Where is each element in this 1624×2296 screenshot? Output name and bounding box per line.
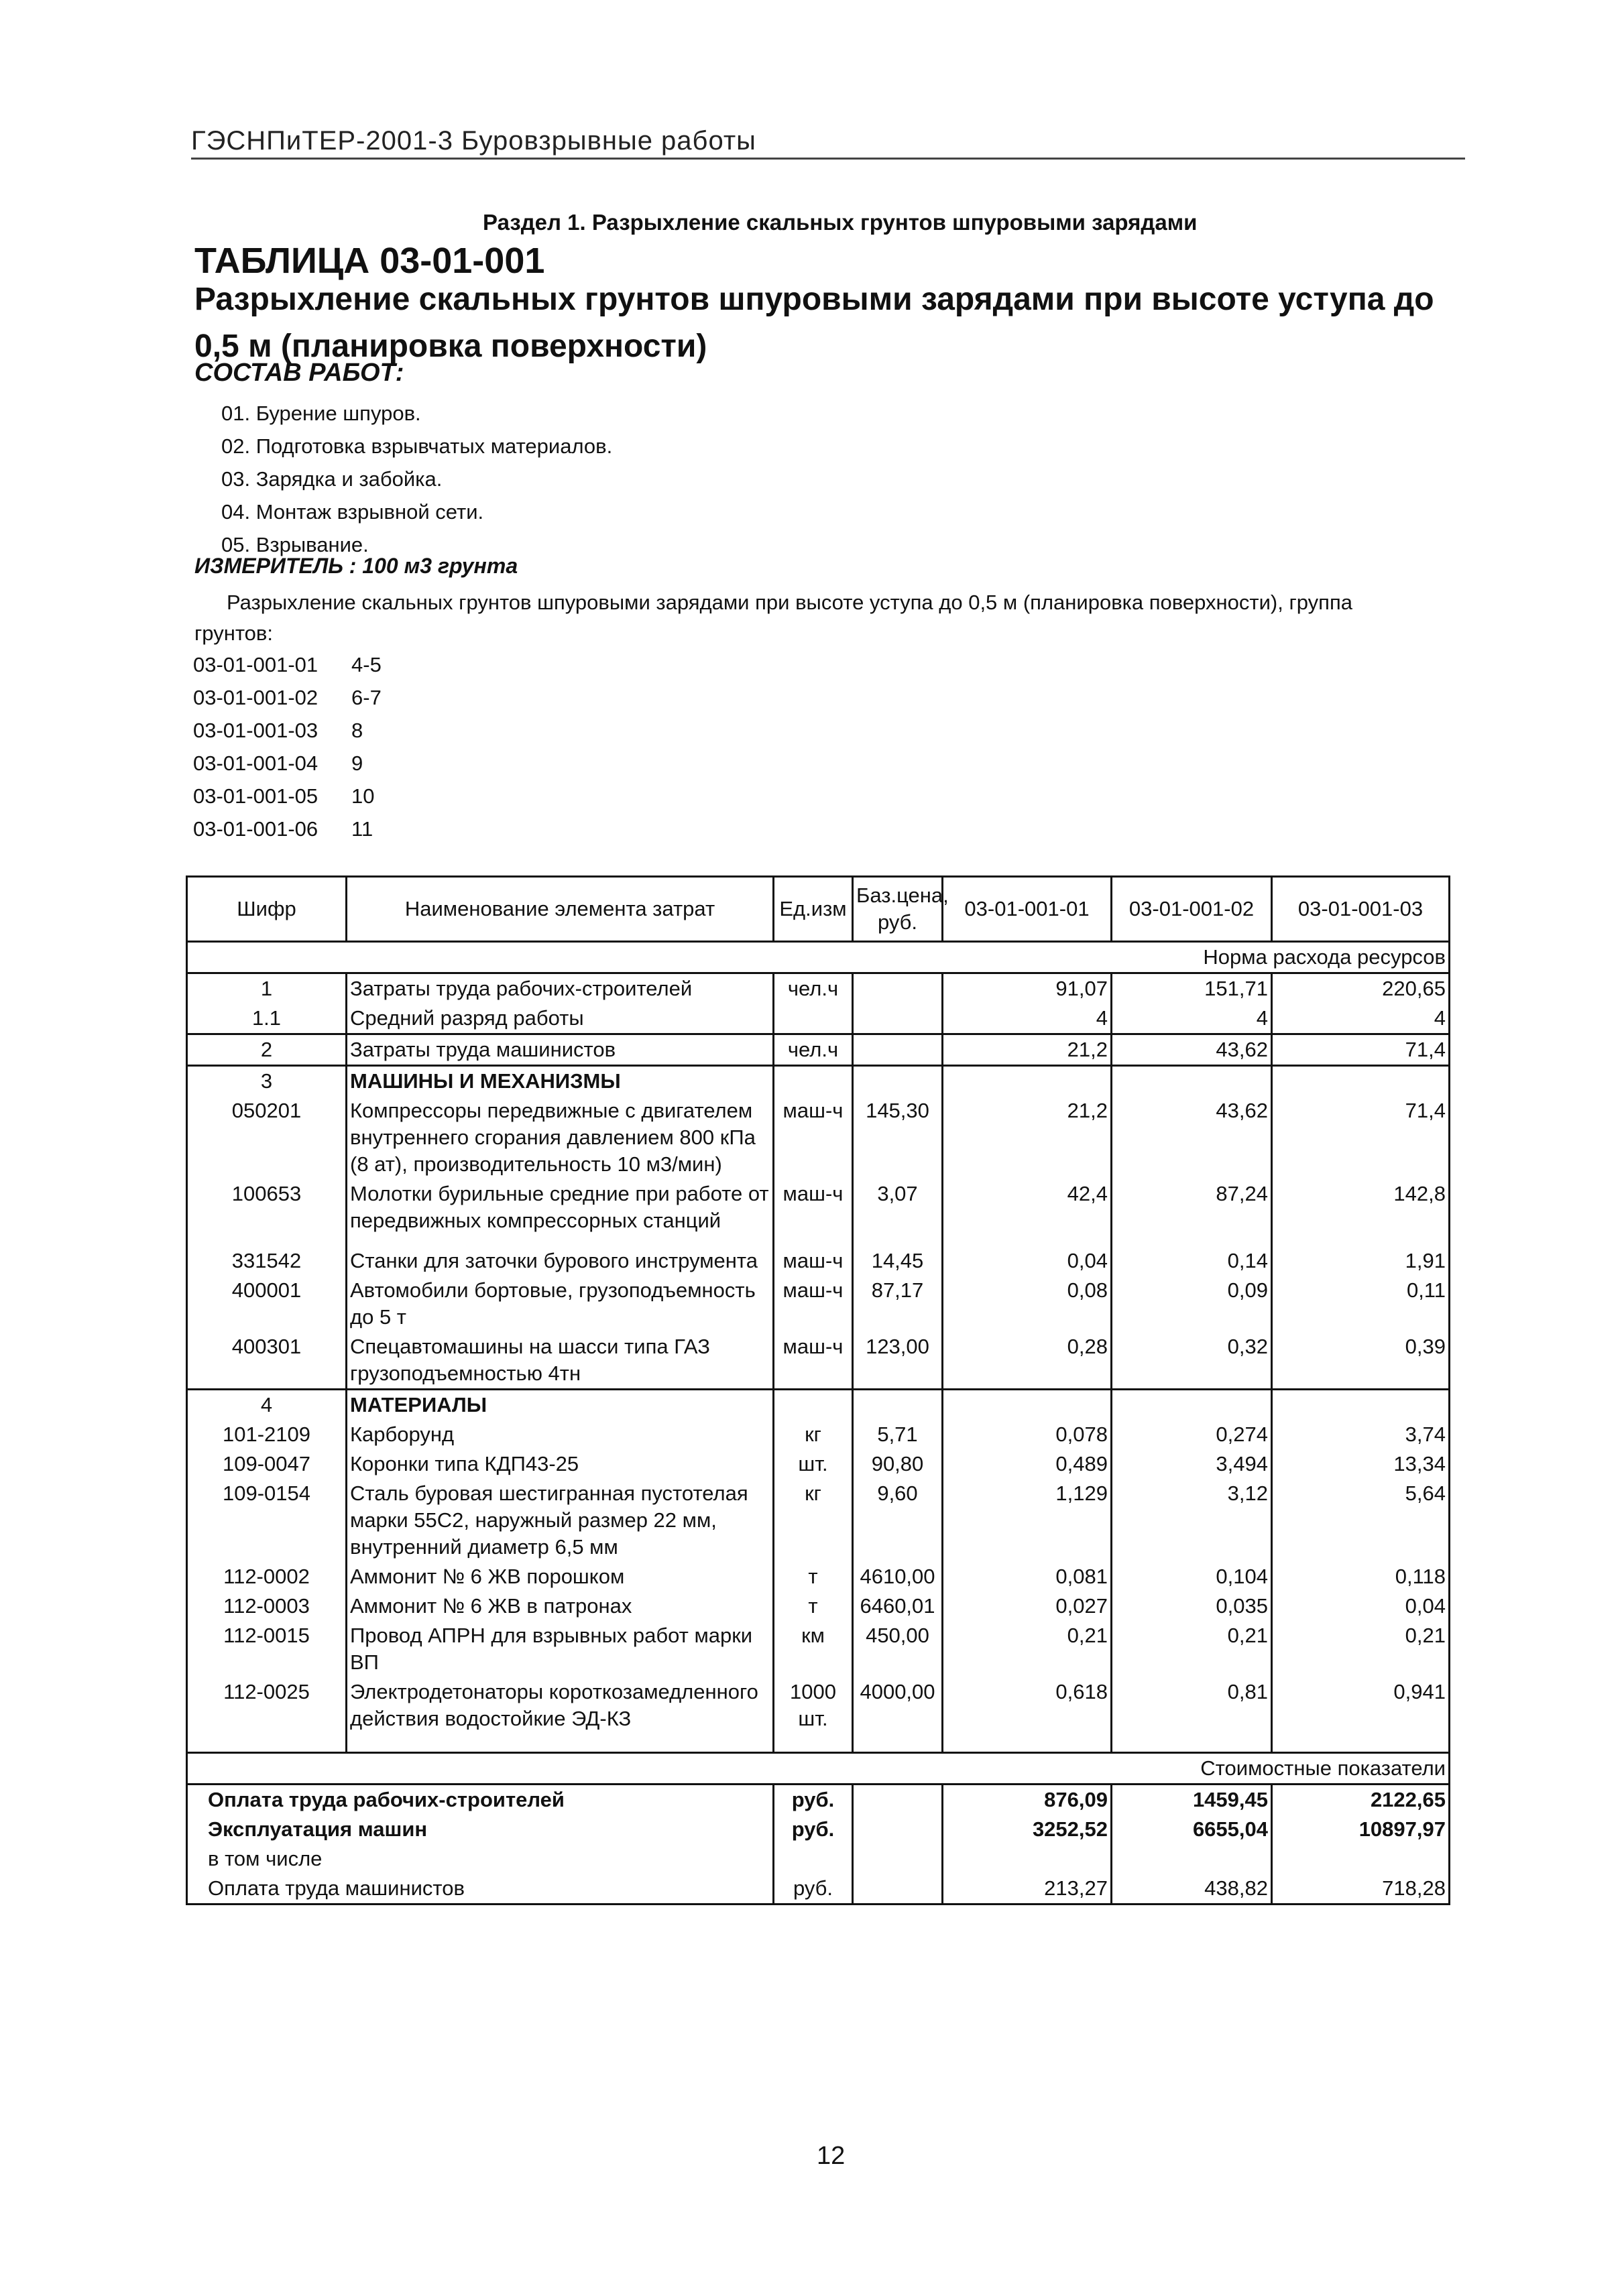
row-value-3: 71,4 <box>1272 1034 1450 1066</box>
row-value-2: 0,14 <box>1112 1246 1272 1276</box>
work-composition-list <box>221 397 612 561</box>
table-row <box>187 1332 1450 1390</box>
row-code: 112-0003 <box>187 1591 347 1621</box>
row-value-2: 43,62 <box>1112 1096 1272 1179</box>
row-unit: 1000 шт. <box>774 1677 853 1752</box>
row-name: Карборунд <box>347 1420 774 1449</box>
row-unit <box>774 1390 853 1421</box>
page-number: 12 <box>817 2142 846 2170</box>
row-value-2: 0,035 <box>1112 1591 1272 1621</box>
header-v1: 03-01-001-01 <box>943 877 1112 942</box>
table-row <box>187 1479 1450 1562</box>
row-unit: маш-ч <box>774 1332 853 1390</box>
group-value: 8 <box>351 719 363 742</box>
row-unit: чел.ч <box>774 973 853 1004</box>
row-value-3 <box>1272 1066 1450 1097</box>
table-row <box>187 1179 1450 1246</box>
soil-group-row <box>193 780 382 812</box>
table-row <box>187 1591 1450 1621</box>
row-value-3: 13,34 <box>1272 1449 1450 1479</box>
table-row <box>187 973 1450 1004</box>
row-name: Провод АПРН для взрывных работ марки ВП <box>347 1621 774 1677</box>
row-code: 1 <box>187 973 347 1004</box>
table-header-row <box>187 877 1450 942</box>
row-code: 400301 <box>187 1332 347 1390</box>
row-value-2: 0,104 <box>1112 1562 1272 1591</box>
row-value-2: 3,494 <box>1112 1449 1272 1479</box>
row-code: 109-0154 <box>187 1479 347 1562</box>
row-name: Спецавтомашины на шасси типа ГАЗ грузоподъемностью 4тн <box>347 1332 774 1390</box>
row-price: 9,60 <box>853 1479 943 1562</box>
row-name: Затраты труда рабочих-строителей <box>347 973 774 1004</box>
work-item: 01. Бурение шпуров. <box>221 402 421 425</box>
row-value-1: 21,2 <box>943 1034 1112 1066</box>
row-unit: маш-ч <box>774 1179 853 1246</box>
table-row <box>187 1562 1450 1591</box>
group-value: 4-5 <box>351 653 382 676</box>
soil-group-row <box>193 714 382 747</box>
row-name: МАШИНЫ И МЕХАНИЗМЫ <box>347 1066 774 1097</box>
row-value-3: 0,21 <box>1272 1621 1450 1677</box>
row-name: Затраты труда машинистов <box>347 1034 774 1066</box>
row-name: Молотки бурильные средние при работе от передвижных компрессорных станций <box>347 1179 774 1246</box>
table-row <box>187 1246 1450 1276</box>
table-row <box>187 1621 1450 1677</box>
row-value-3: 142,8 <box>1272 1179 1450 1246</box>
row-value-3: 220,65 <box>1272 973 1450 1004</box>
unit-of-measure: ИЗМЕРИТЕЛЬ : 100 м3 грунта <box>194 554 518 578</box>
row-price: 123,00 <box>853 1332 943 1390</box>
row-name: Аммонит № 6 ЖВ порошком <box>347 1562 774 1591</box>
row-price <box>853 1004 943 1034</box>
group-code: 03-01-001-01 <box>193 653 318 676</box>
group-value: 11 <box>351 817 373 841</box>
row-name: Сталь буровая шестигранная пустотелая марки 55С2, наружный размер 22 мм, внутренний диаметр 6,5 мм <box>347 1479 774 1562</box>
row-price: 14,45 <box>853 1246 943 1276</box>
row-unit: маш-ч <box>774 1276 853 1332</box>
row-value-1: 42,4 <box>943 1179 1112 1246</box>
row-code: 3 <box>187 1066 347 1097</box>
table-row <box>187 1034 1450 1066</box>
group-code: 03-01-001-04 <box>193 751 318 775</box>
row-value-2: 0,81 <box>1112 1677 1272 1752</box>
row-price: 5,71 <box>853 1420 943 1449</box>
summary-name: в том числе <box>187 1844 774 1874</box>
row-price <box>853 1034 943 1066</box>
row-value-2: 3,12 <box>1112 1479 1272 1562</box>
summary-value-2: 1459,45 <box>1112 1784 1272 1815</box>
row-value-3: 5,64 <box>1272 1479 1450 1562</box>
table-row <box>187 1390 1450 1421</box>
work-item: 03. Зарядка и забойка. <box>221 467 443 491</box>
summary-price <box>853 1784 943 1815</box>
row-value-2: 87,24 <box>1112 1179 1272 1246</box>
summary-value-3: 10897,97 <box>1272 1815 1450 1844</box>
norm-label: Норма расхода ресурсов <box>187 942 1450 973</box>
summary-value-2 <box>1112 1844 1272 1874</box>
table-row <box>187 1420 1450 1449</box>
group-code: 03-01-001-02 <box>193 686 318 709</box>
work-composition-heading: СОСТАВ РАБОТ: <box>194 359 404 387</box>
row-value-3: 1,91 <box>1272 1246 1450 1276</box>
row-unit: км <box>774 1621 853 1677</box>
row-value-2: 0,09 <box>1112 1276 1272 1332</box>
group-value: 6-7 <box>351 686 382 709</box>
row-value-3: 71,4 <box>1272 1096 1450 1179</box>
table-row <box>187 1677 1450 1752</box>
row-name: Станки для заточки бурового инструмента <box>347 1246 774 1276</box>
row-unit: чел.ч <box>774 1034 853 1066</box>
row-unit: т <box>774 1562 853 1591</box>
row-value-3: 4 <box>1272 1004 1450 1034</box>
summary-value-1: 876,09 <box>943 1784 1112 1815</box>
row-value-2: 4 <box>1112 1004 1272 1034</box>
summary-row <box>187 1874 1450 1905</box>
header-unit: Ед.изм <box>774 877 853 942</box>
row-value-3: 3,74 <box>1272 1420 1450 1449</box>
row-name: Автомобили бортовые, грузоподъемность до 5 т <box>347 1276 774 1332</box>
summary-name: Эксплуатация машин <box>187 1815 774 1844</box>
table-row <box>187 1004 1450 1034</box>
row-price: 90,80 <box>853 1449 943 1479</box>
row-value-1: 1,129 <box>943 1479 1112 1562</box>
row-value-1: 91,07 <box>943 973 1112 1004</box>
summary-value-3 <box>1272 1844 1450 1874</box>
row-price <box>853 1066 943 1097</box>
row-code: 331542 <box>187 1246 347 1276</box>
row-value-3: 0,39 <box>1272 1332 1450 1390</box>
summary-value-2: 6655,04 <box>1112 1815 1272 1844</box>
row-code: 1.1 <box>187 1004 347 1034</box>
group-code: 03-01-001-05 <box>193 784 318 808</box>
row-code: 050201 <box>187 1096 347 1179</box>
row-value-1: 0,081 <box>943 1562 1112 1591</box>
row-name: Аммонит № 6 ЖВ в патронах <box>347 1591 774 1621</box>
row-name: МАТЕРИАЛЫ <box>347 1390 774 1421</box>
soil-group-list <box>193 648 382 845</box>
row-value-2 <box>1112 1066 1272 1097</box>
row-unit: кг <box>774 1420 853 1449</box>
group-code: 03-01-001-03 <box>193 719 318 742</box>
row-value-1: 0,21 <box>943 1621 1112 1677</box>
summary-price <box>853 1874 943 1905</box>
row-name: Электродетонаторы короткозамедленного действия водостойкие ЭД-КЗ <box>347 1677 774 1752</box>
row-code: 400001 <box>187 1276 347 1332</box>
row-value-1: 0,04 <box>943 1246 1112 1276</box>
summary-value-1: 3252,52 <box>943 1815 1112 1844</box>
row-value-3: 0,941 <box>1272 1677 1450 1752</box>
work-item: 04. Монтаж взрывной сети. <box>221 500 484 524</box>
row-value-1 <box>943 1390 1112 1421</box>
row-unit: т <box>774 1591 853 1621</box>
work-item: 02. Подготовка взрывчатых материалов. <box>221 434 613 458</box>
row-value-2: 43,62 <box>1112 1034 1272 1066</box>
row-price <box>853 973 943 1004</box>
summary-value-1 <box>943 1844 1112 1874</box>
row-price <box>853 1390 943 1421</box>
row-value-3 <box>1272 1390 1450 1421</box>
row-unit <box>774 1066 853 1097</box>
row-price: 4610,00 <box>853 1562 943 1591</box>
header-name: Наименование элемента затрат <box>347 877 774 942</box>
table-title: Разрыхление скальных грунтов шпуровыми зарядами при высоте уступа до 0,5 м (планировка поверхности) <box>194 282 1434 364</box>
header-code: Шифр <box>187 877 347 942</box>
summary-unit <box>774 1844 853 1874</box>
row-value-1: 0,027 <box>943 1591 1112 1621</box>
row-unit: маш-ч <box>774 1096 853 1179</box>
norm-subheader <box>187 942 1450 973</box>
soil-group-row <box>193 747 382 780</box>
row-value-2: 0,21 <box>1112 1621 1272 1677</box>
row-value-3: 0,118 <box>1272 1562 1450 1591</box>
table-row <box>187 1066 1450 1097</box>
summary-price <box>853 1844 943 1874</box>
row-unit <box>774 1004 853 1034</box>
work-item: 05. Взрывание. <box>221 533 369 556</box>
soil-group-row <box>193 681 382 714</box>
row-value-3: 0,04 <box>1272 1591 1450 1621</box>
summary-value-3: 718,28 <box>1272 1874 1450 1905</box>
soil-group-row <box>193 812 382 845</box>
row-code: 112-0015 <box>187 1621 347 1677</box>
row-value-1: 21,2 <box>943 1096 1112 1179</box>
table-row <box>187 1276 1450 1332</box>
row-unit: шт. <box>774 1449 853 1479</box>
row-name: Компрессоры передвижные с двигателем внутреннего сгорания давлением 800 кПа (8 ат), производительность 10 м3/мин) <box>347 1096 774 1179</box>
group-code: 03-01-001-06 <box>193 817 318 841</box>
description: Разрыхление скальных грунтов шпуровыми зарядами при высоте уступа до 0,5 м (планировка поверхности), группа грунтов: <box>194 591 1352 645</box>
row-code: 112-0002 <box>187 1562 347 1591</box>
summary-price <box>853 1815 943 1844</box>
header-price: Баз.цена, руб. <box>853 877 943 942</box>
group-value: 9 <box>351 751 363 775</box>
table-number: ТАБЛИЦА 03-01-001 <box>194 241 545 281</box>
row-value-2: 0,32 <box>1112 1332 1272 1390</box>
row-code: 101-2109 <box>187 1420 347 1449</box>
row-value-1: 0,489 <box>943 1449 1112 1479</box>
row-value-1: 0,28 <box>943 1332 1112 1390</box>
row-price: 4000,00 <box>853 1677 943 1752</box>
summary-name: Оплата труда машинистов <box>187 1874 774 1905</box>
row-price: 145,30 <box>853 1096 943 1179</box>
running-title: ГЭСНПиТЕР-2001-3 Буровзрывные работы <box>191 126 1465 160</box>
summary-unit: руб. <box>774 1874 853 1905</box>
row-name: Коронки типа КДП43-25 <box>347 1449 774 1479</box>
row-value-2: 151,71 <box>1112 973 1272 1004</box>
row-value-3: 0,11 <box>1272 1276 1450 1332</box>
summary-value-2: 438,82 <box>1112 1874 1272 1905</box>
row-value-1: 4 <box>943 1004 1112 1034</box>
row-value-1 <box>943 1066 1112 1097</box>
cost-label: Стоимостные показатели <box>187 1752 1450 1784</box>
row-value-2: 0,274 <box>1112 1420 1272 1449</box>
summary-value-3: 2122,65 <box>1272 1784 1450 1815</box>
row-price: 87,17 <box>853 1276 943 1332</box>
row-value-1: 0,078 <box>943 1420 1112 1449</box>
header-v3: 03-01-001-03 <box>1272 877 1450 942</box>
cost-subheader <box>187 1752 1450 1784</box>
summary-row <box>187 1844 1450 1874</box>
resource-table <box>186 875 1450 1905</box>
summary-unit: руб. <box>774 1815 853 1844</box>
row-unit: маш-ч <box>774 1246 853 1276</box>
row-price: 3,07 <box>853 1179 943 1246</box>
summary-value-1: 213,27 <box>943 1874 1112 1905</box>
row-code: 112-0025 <box>187 1677 347 1752</box>
row-price: 6460,01 <box>853 1591 943 1621</box>
row-price: 450,00 <box>853 1621 943 1677</box>
section-title: Раздел 1. Разрыхление скальных грунтов шпуровыми зарядами <box>483 210 1198 235</box>
row-code: 109-0047 <box>187 1449 347 1479</box>
row-value-1: 0,08 <box>943 1276 1112 1332</box>
row-value-1: 0,618 <box>943 1677 1112 1752</box>
row-code: 100653 <box>187 1179 347 1246</box>
table-row <box>187 1449 1450 1479</box>
soil-group-row <box>193 648 382 681</box>
summary-row <box>187 1815 1450 1844</box>
row-code: 2 <box>187 1034 347 1066</box>
row-name: Средний разряд работы <box>347 1004 774 1034</box>
row-code: 4 <box>187 1390 347 1421</box>
row-value-2 <box>1112 1390 1272 1421</box>
row-unit: кг <box>774 1479 853 1562</box>
summary-unit: руб. <box>774 1784 853 1815</box>
summary-row <box>187 1784 1450 1815</box>
group-value: 10 <box>351 784 375 808</box>
summary-name: Оплата труда рабочих-строителей <box>187 1784 774 1815</box>
header-v2: 03-01-001-02 <box>1112 877 1272 942</box>
table-row <box>187 1096 1450 1179</box>
